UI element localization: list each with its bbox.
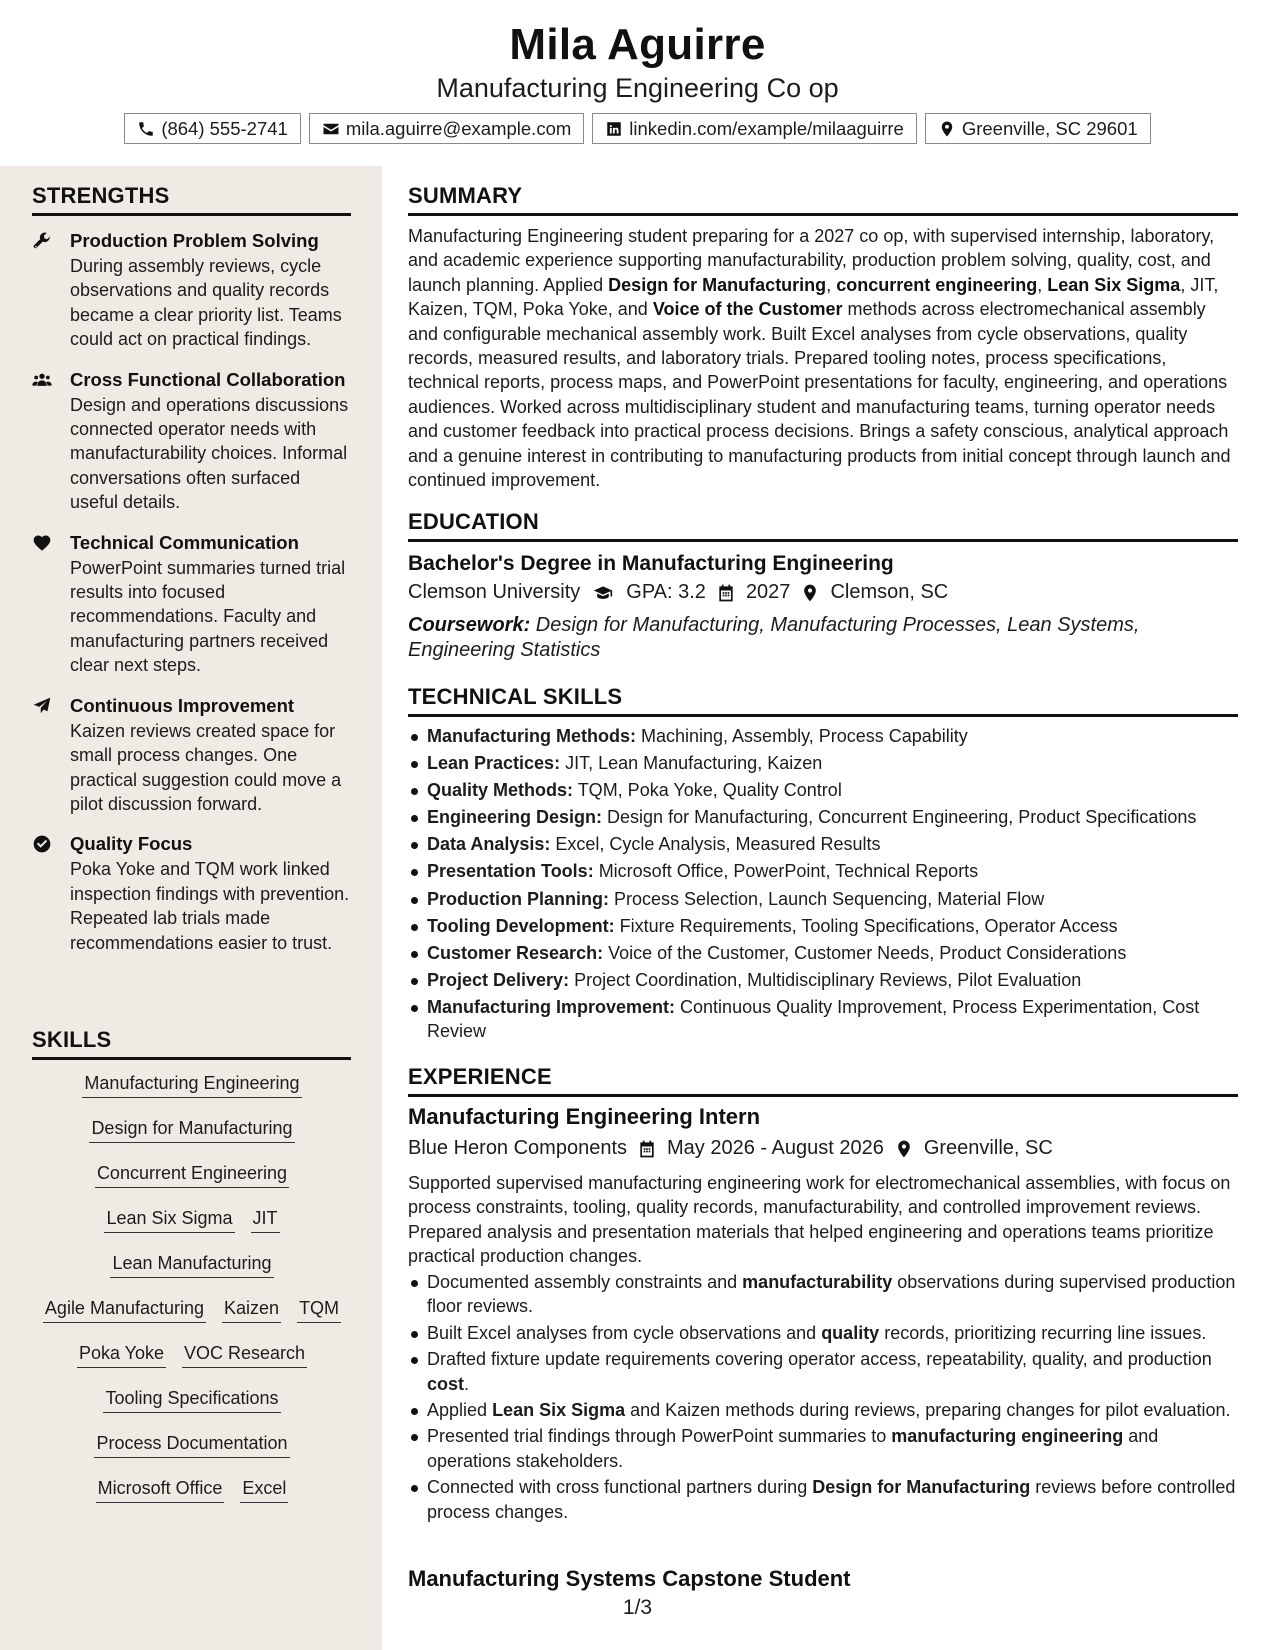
bullet-text: Drafted fixture update requirements covering operator access, repeatability, quality, and production xyxy=(427,1349,1212,1370)
skill-label: Customer Research: xyxy=(427,942,604,963)
coursework-label: Coursework: xyxy=(408,614,531,636)
wrench-icon xyxy=(32,231,52,251)
strength-desc: PowerPoint summaries turned trial results into focused recommendations. Faculty and manufacturing partners received clear next steps. xyxy=(70,557,346,676)
strength-item xyxy=(32,367,352,515)
graduation-year: 2027 xyxy=(745,581,791,603)
skill-value: Voice of the Customer, Customer Needs, Product Considerations xyxy=(603,942,1127,963)
list-item xyxy=(408,724,1238,748)
bullet-text: Built Excel analyses from cycle observations and xyxy=(427,1322,822,1343)
education-heading: EDUCATION xyxy=(408,509,1238,542)
job-bullets xyxy=(408,1270,1238,1526)
skill-row xyxy=(32,1162,352,1207)
skill-value: Project Coordination, Multidisciplinary Reviews, Pilot Evaluation xyxy=(569,969,1082,990)
skill-row xyxy=(32,1477,352,1522)
contact-linkedin[interactable] xyxy=(592,113,917,144)
summary-text xyxy=(408,224,1238,492)
job-dates: May 2026 - August 2026 xyxy=(667,1137,884,1159)
skill-tag: TQM xyxy=(297,1297,341,1323)
skill-value: TQM, Poka Yoke, Quality Control xyxy=(573,780,842,801)
skill-label: Quality Methods: xyxy=(427,780,574,801)
skill-row xyxy=(32,1297,352,1342)
bullet-text: Applied xyxy=(427,1400,493,1421)
resume-header xyxy=(0,0,1275,166)
education-meta xyxy=(408,581,948,604)
bullet-highlight: Design for Manufacturing xyxy=(812,1477,1031,1498)
skill-value: Fixture Requirements, Tooling Specifications, Operator Access xyxy=(614,915,1118,936)
list-item xyxy=(408,859,1238,883)
map-pin-icon xyxy=(800,583,820,603)
phone-icon xyxy=(137,120,155,138)
skill-label: Engineering Design: xyxy=(427,807,603,828)
contact-email[interactable] xyxy=(309,113,584,144)
strength-item xyxy=(32,831,352,955)
skills-heading: SKILLS xyxy=(32,1027,351,1060)
bullet-text: . xyxy=(464,1373,470,1394)
gpa-value: GPA: 3.2 xyxy=(626,581,706,603)
contact-phone-text: (864) 555-2741 xyxy=(161,117,288,139)
summary-highlight: concurrent engineering xyxy=(836,274,1038,295)
bullet-highlight: cost xyxy=(427,1373,465,1394)
paper-plane-icon xyxy=(32,696,52,716)
strength-title: Production Problem Solving xyxy=(70,230,319,251)
strengths-list xyxy=(32,228,352,970)
skill-label: Manufacturing Improvement: xyxy=(427,996,676,1017)
map-pin-icon xyxy=(938,120,956,138)
list-item xyxy=(408,1321,1238,1345)
bullet-text: reviews before controlled process changes. xyxy=(427,1477,1236,1522)
list-item xyxy=(408,1475,1238,1524)
skill-label: Project Delivery: xyxy=(427,969,570,990)
skill-tag: Excel xyxy=(240,1477,288,1503)
summary-heading: SUMMARY xyxy=(408,183,1238,216)
skill-value: Microsoft Office, PowerPoint, Technical Reports xyxy=(593,861,979,882)
summary-segment: , xyxy=(1037,274,1048,295)
skill-tag: Poka Yoke xyxy=(77,1342,166,1368)
list-item xyxy=(408,778,1238,802)
summary-highlight: Voice of the Customer xyxy=(652,299,843,320)
skill-value: Machining, Assembly, Process Capability xyxy=(636,726,968,746)
list-item xyxy=(408,1347,1238,1396)
summary-segment: , xyxy=(826,274,837,295)
list-item xyxy=(408,751,1238,775)
list-item xyxy=(408,941,1238,965)
skill-value: Design for Manufacturing, Concurrent Engineering, Product Specifications xyxy=(602,807,1197,828)
strength-desc: During assembly reviews, cycle observations and quality records became a clear priority list. Teams could act on practical findings. xyxy=(70,256,342,350)
skill-label: Production Planning: xyxy=(427,888,609,909)
list-item xyxy=(408,1398,1238,1422)
bullet-text: Presented trial findings through PowerPoint summaries to xyxy=(427,1426,892,1447)
skills-list xyxy=(32,1072,352,1522)
coursework xyxy=(408,613,1238,662)
skill-tag: Process Documentation xyxy=(94,1432,289,1458)
skill-tag: Kaizen xyxy=(222,1297,281,1323)
coursework-list: Design for Manufacturing, Manufacturing Processes, Lean Systems, Engineering Statistics xyxy=(408,614,1140,661)
skill-row xyxy=(32,1072,352,1117)
graduation-cap-icon xyxy=(590,583,616,603)
job-summary: Supported supervised manufacturing engineering work for electromechanical assemblies, with focus on process constraints, tooling, quality records, manufacturability, and controlled improvement reviews. Prepared analysis and presentation materials that helped engineering and operations teams prioritize practical production changes. xyxy=(408,1173,1231,1267)
skill-value: Excel, Cycle Analysis, Measured Results xyxy=(550,834,881,855)
contact-email-text: mila.aguirre@example.com xyxy=(345,117,572,139)
skill-tag: Agile Manufacturing xyxy=(43,1297,206,1323)
skill-label: Tooling Development: xyxy=(427,915,615,936)
strength-item xyxy=(32,530,352,678)
skill-row xyxy=(32,1117,352,1162)
skill-tag: JIT xyxy=(251,1207,280,1233)
degree-title: Bachelor's Degree in Manufacturing Engineering xyxy=(408,552,894,575)
list-item xyxy=(408,995,1238,1044)
summary-segment: Manufacturing Engineering student preparing for a 2027 co op, with supervised internship, laboratory, and academic experience supporting manufacturability, production problem solving, quality, cost, and launch planning. Applied xyxy=(408,226,1215,295)
list-item xyxy=(408,1270,1238,1319)
list-item xyxy=(408,832,1238,856)
envelope-icon xyxy=(322,120,340,138)
list-item xyxy=(408,914,1238,938)
skill-tag: Manufacturing Engineering xyxy=(82,1072,301,1098)
job-location: Greenville, SC xyxy=(923,1137,1053,1159)
candidate-name: Mila Aguirre xyxy=(509,20,766,69)
company-name: Blue Heron Components xyxy=(408,1137,628,1159)
calendar-icon xyxy=(637,1139,657,1159)
strength-title: Continuous Improvement xyxy=(70,694,295,716)
skill-value: Continuous Quality Improvement, Process Experimentation, Cost Review xyxy=(427,996,1200,1042)
strength-title: Quality Focus xyxy=(70,833,193,855)
skill-row xyxy=(32,1207,352,1252)
calendar-icon xyxy=(716,583,736,603)
job-meta xyxy=(408,1137,1053,1160)
heart-icon xyxy=(32,533,52,553)
job-title: Manufacturing Engineering Intern xyxy=(408,1104,761,1129)
skill-row xyxy=(32,1432,352,1477)
contact-location-text: Greenville, SC 29601 xyxy=(961,117,1138,139)
summary-segment: , JIT, Kaizen, TQM, Poka Yoke, and xyxy=(408,274,1219,320)
skill-value: Process Selection, Launch Sequencing, Material Flow xyxy=(609,888,1045,909)
bullet-highlight: Lean Six Sigma xyxy=(492,1400,626,1421)
skill-tag: VOC Research xyxy=(182,1342,307,1368)
bullet-text: observations during supervised production floor reviews. xyxy=(427,1272,1236,1317)
strength-desc: Kaizen reviews created space for small process changes. One practical suggestion could move a pilot discussion forward. xyxy=(70,720,342,814)
skill-row xyxy=(32,1252,352,1297)
skill-tag: Lean Six Sigma xyxy=(104,1207,234,1233)
skill-tag: Microsoft Office xyxy=(96,1477,225,1503)
page-number: 1/3 xyxy=(622,1596,653,1619)
contact-location xyxy=(925,113,1151,144)
contact-linkedin-text: linkedin.com/example/milaaguirre xyxy=(629,117,904,139)
map-pin-icon xyxy=(894,1139,914,1159)
technical-skills-heading: TECHNICAL SKILLS xyxy=(408,684,1238,717)
skill-row xyxy=(32,1342,352,1387)
bullet-text: and operations stakeholders. xyxy=(427,1426,1159,1471)
list-item xyxy=(408,887,1238,911)
strength-item xyxy=(32,228,352,352)
skill-label: Presentation Tools: xyxy=(427,861,594,882)
experience-heading: EXPERIENCE xyxy=(408,1064,1238,1097)
summary-segment: methods across electromechanical assembly and configurable mechanical assembly work. Built Excel analyses from cycle observations, quality records, measured results, and laboratory trials. Prepared tooling notes, process specifications, technical reports, process maps, and PowerPoint presentations for faculty, engineering, and operations audiences. Worked across multidisciplinary student and manufacturing teams, turning operator needs and customer feedback into practical process decisions. Brings a safety conscious, analytical approach and a genuine interest in contributing to manufacturing products from initial concept through launch and continued improvement. xyxy=(408,299,1231,491)
school-name: Clemson University xyxy=(408,581,581,603)
strength-item xyxy=(32,693,352,817)
strength-title: Cross Functional Collaboration xyxy=(70,368,346,390)
bullet-text: records, prioritizing recurring line issues. xyxy=(879,1322,1207,1343)
candidate-title: Manufacturing Engineering Co op xyxy=(436,73,839,103)
contact-phone[interactable] xyxy=(124,113,301,144)
strengths-heading: STRENGTHS xyxy=(32,183,351,216)
skill-row xyxy=(32,1387,352,1432)
check-circle-icon xyxy=(32,834,52,854)
bullet-highlight: manufacturability xyxy=(742,1272,893,1292)
bullet-text: Connected with cross functional partners during xyxy=(427,1477,813,1498)
bullet-text: and Kaizen methods during reviews, preparing changes for pilot evaluation. xyxy=(625,1400,1231,1421)
job-title: Manufacturing Systems Capstone Student xyxy=(408,1566,851,1591)
linkedin-icon xyxy=(605,120,623,138)
skill-label: Manufacturing Methods: xyxy=(427,726,636,746)
school-location: Clemson, SC xyxy=(830,581,949,603)
list-item xyxy=(408,805,1238,829)
users-icon xyxy=(32,370,52,390)
summary-highlight: Lean Six Sigma xyxy=(1047,274,1181,295)
skill-tag: Lean Manufacturing xyxy=(110,1252,273,1278)
strength-desc: Poka Yoke and TQM work linked inspection findings with prevention. Repeated lab trials made recommendations easier to trust. xyxy=(70,859,350,953)
list-item xyxy=(408,1424,1238,1473)
skill-value: JIT, Lean Manufacturing, Kaizen xyxy=(560,753,823,774)
bullet-text: Documented assembly constraints and xyxy=(427,1272,743,1292)
technical-skills-list xyxy=(408,724,1238,1046)
strength-title: Technical Communication xyxy=(70,531,299,553)
strength-desc: Design and operations discussions connected operator needs with manufacturability choices. Informal conversations often surfaced useful details. xyxy=(70,394,349,513)
skill-tag: Concurrent Engineering xyxy=(95,1162,289,1188)
bullet-highlight: quality xyxy=(821,1322,880,1343)
skill-label: Lean Practices: xyxy=(427,753,561,774)
list-item xyxy=(408,968,1238,992)
bullet-highlight: manufacturing engineering xyxy=(891,1426,1124,1447)
summary-highlight: Design for Manufacturing xyxy=(608,274,827,295)
skill-label: Data Analysis: xyxy=(427,834,551,855)
contact-row xyxy=(0,113,1275,144)
skill-tag: Tooling Specifications xyxy=(103,1387,280,1413)
skill-tag: Design for Manufacturing xyxy=(89,1117,294,1143)
